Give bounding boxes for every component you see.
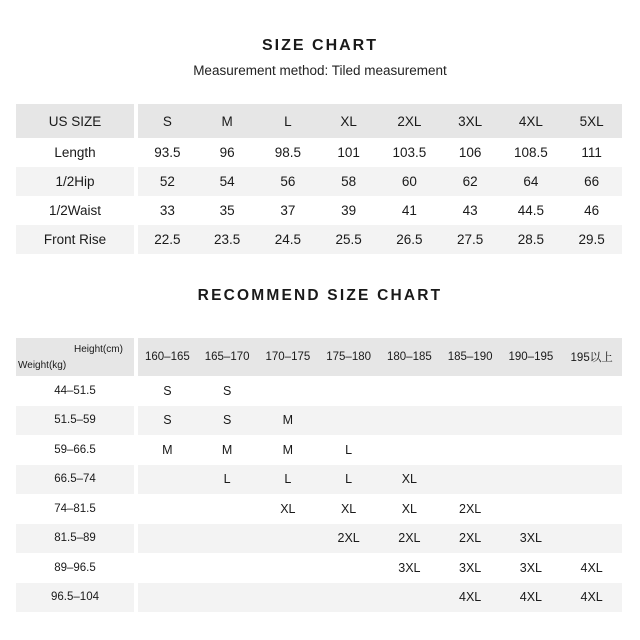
size-header-cell: XL xyxy=(318,104,379,138)
recommended-size-cell: M xyxy=(221,442,233,457)
size-chart-subtitle: Measurement method: Tiled measurement xyxy=(193,63,447,78)
size-header-cell: M xyxy=(197,104,258,138)
recommended-size-cell xyxy=(501,406,562,436)
measurement-cell: 23.5 xyxy=(197,225,258,254)
height-header-cell: 180–185 xyxy=(379,338,440,376)
recommended-size-cell xyxy=(379,583,440,613)
recommended-size-cell xyxy=(318,376,379,406)
height-header-cell: 165–170 xyxy=(197,338,258,376)
recommended-size-cell: 2XL xyxy=(379,524,440,554)
table-row xyxy=(16,225,622,254)
measurement-cell: 54 xyxy=(197,167,258,196)
recommended-size-cell: 4XL xyxy=(440,583,501,613)
recommended-size-cell: M xyxy=(282,442,294,457)
recommended-size-cell: XL xyxy=(340,501,357,516)
recommended-size-cell: L xyxy=(345,442,353,457)
measurement-cell: 108.5 xyxy=(513,145,548,160)
measurement-cell: 64 xyxy=(501,167,562,196)
height-header-cell: 170–175 xyxy=(258,338,319,376)
recommended-size-cell: 3XL xyxy=(459,560,482,575)
recommended-size-cell xyxy=(440,376,501,406)
recommended-size-cell xyxy=(258,553,319,583)
measurement-cell: 106 xyxy=(458,145,482,160)
weight-range-label: 89–96.5 xyxy=(16,553,136,583)
recommended-size-cell xyxy=(318,406,379,436)
recommended-size-cell xyxy=(440,406,501,436)
measurement-cell: 33 xyxy=(159,203,175,218)
measurement-cell: 62 xyxy=(440,167,501,196)
weight-range-label: 59–66.5 xyxy=(16,435,136,465)
row-label: 1/2Hip xyxy=(16,167,136,196)
measurement-cell: 41 xyxy=(401,203,417,218)
recommended-size-cell: 3XL xyxy=(398,560,421,575)
table-row xyxy=(16,406,622,436)
recommended-size-cell: XL xyxy=(379,465,440,495)
measurement-cell: 103.5 xyxy=(392,145,427,160)
weight-range-label: 96.5–104 xyxy=(16,583,136,613)
recommended-size-cell: 2XL xyxy=(459,501,482,516)
table-row xyxy=(16,494,622,524)
recommend-size-table xyxy=(16,338,624,612)
recommended-size-cell xyxy=(136,553,197,583)
size-header-label: US SIZE xyxy=(16,104,136,138)
recommended-size-cell: L xyxy=(258,465,319,495)
recommended-size-cell xyxy=(318,553,379,583)
weight-range-label: 74–81.5 xyxy=(16,494,136,524)
recommended-size-cell: XL xyxy=(280,501,296,516)
row-label: 1/2Waist xyxy=(16,196,136,225)
recommended-size-cell: XL xyxy=(401,501,418,516)
recommended-size-cell xyxy=(501,376,562,406)
recommended-size-cell: S xyxy=(222,383,232,398)
recommended-size-cell xyxy=(197,583,258,613)
recommended-size-cell xyxy=(501,435,562,465)
recommended-size-cell xyxy=(136,494,197,524)
measurement-cell: 66 xyxy=(561,167,622,196)
size-header-cell: 3XL xyxy=(440,104,501,138)
weight-range-label: 51.5–59 xyxy=(16,406,136,436)
height-header-row xyxy=(16,338,622,376)
height-header-cell: 160–165 xyxy=(136,338,197,376)
recommended-size-cell: M xyxy=(258,406,319,436)
recommended-size-cell: 4XL xyxy=(580,560,603,575)
recommended-size-cell: S xyxy=(197,406,258,436)
recommended-size-cell xyxy=(136,465,197,495)
measurement-cell: 58 xyxy=(318,167,379,196)
measurement-cell: 93.5 xyxy=(154,145,181,160)
table-row xyxy=(16,138,622,167)
recommend-chart-title: RECOMMEND SIZE CHART xyxy=(197,287,443,304)
weight-range-label: 81.5–89 xyxy=(16,524,136,554)
recommended-size-cell xyxy=(561,435,622,465)
recommended-size-cell xyxy=(561,465,622,495)
measurement-cell: 35 xyxy=(219,203,235,218)
weight-range-label: 66.5–74 xyxy=(16,465,136,495)
size-header-cell: 2XL xyxy=(379,104,440,138)
recommended-size-cell xyxy=(136,524,197,554)
table-row xyxy=(16,376,622,406)
measurement-cell: 22.5 xyxy=(136,225,197,254)
height-header-cell: 175–180 xyxy=(318,338,379,376)
measurement-cell: 96 xyxy=(219,145,235,160)
measurement-cell: 39 xyxy=(341,203,357,218)
table-row xyxy=(16,583,622,613)
recommended-size-cell: S xyxy=(163,383,172,398)
size-chart-title: SIZE CHART xyxy=(262,37,378,54)
measurement-cell: 60 xyxy=(379,167,440,196)
recommended-size-cell: 3XL xyxy=(519,560,542,575)
weight-axis-label: Weight(kg) xyxy=(18,360,67,371)
height-axis-label: Height(cm) xyxy=(74,344,123,355)
size-header-row xyxy=(16,104,622,138)
measurement-cell: 27.5 xyxy=(440,225,501,254)
recommended-size-cell: S xyxy=(136,406,197,436)
recommended-size-cell: 2XL xyxy=(318,524,379,554)
measurement-cell: 46 xyxy=(584,203,600,218)
recommended-size-cell xyxy=(197,494,258,524)
recommended-size-cell xyxy=(379,376,440,406)
recommended-size-cell xyxy=(379,406,440,436)
measurement-cell: 28.5 xyxy=(501,225,562,254)
recommended-size-cell xyxy=(258,583,319,613)
recommended-size-cell xyxy=(258,376,319,406)
measurement-cell: 43 xyxy=(462,203,478,218)
size-header-cell: L xyxy=(258,104,319,138)
size-header-cell: 4XL xyxy=(501,104,562,138)
table-row xyxy=(16,524,622,554)
row-label: Front Rise xyxy=(16,225,136,254)
measurement-cell: 101 xyxy=(337,145,360,160)
measurement-cell: 29.5 xyxy=(561,225,622,254)
recommended-size-cell xyxy=(258,524,319,554)
recommended-size-cell: 3XL xyxy=(501,524,562,554)
measurement-cell: 37 xyxy=(280,203,296,218)
measurement-cell: 111 xyxy=(581,145,602,160)
weight-range-label: 44–51.5 xyxy=(16,376,136,406)
recommended-size-cell: M xyxy=(162,442,173,457)
table-row xyxy=(16,553,622,583)
table-row xyxy=(16,465,622,495)
row-label: Length xyxy=(16,138,136,167)
recommended-size-cell: 2XL xyxy=(440,524,501,554)
recommended-size-cell xyxy=(501,465,562,495)
height-header-cell: 185–190 xyxy=(440,338,501,376)
table-row xyxy=(16,167,622,196)
measurement-cell: 56 xyxy=(258,167,319,196)
recommended-size-cell xyxy=(501,494,562,524)
recommended-size-cell xyxy=(561,494,622,524)
size-header-cell: 5XL xyxy=(561,104,622,138)
size-chart-table xyxy=(16,104,624,254)
measurement-cell: 52 xyxy=(136,167,197,196)
recommended-size-cell xyxy=(561,376,622,406)
recommended-size-cell xyxy=(197,524,258,554)
height-header-cell: 190–195 xyxy=(501,338,562,376)
recommended-size-cell: L xyxy=(197,465,258,495)
height-header-cell: 195以上 xyxy=(561,338,622,376)
measurement-cell: 98.5 xyxy=(274,145,302,160)
recommended-size-cell xyxy=(136,583,197,613)
table-row xyxy=(16,435,622,465)
table-row xyxy=(16,196,622,225)
recommended-size-cell xyxy=(440,465,501,495)
recommended-size-cell: 4XL xyxy=(501,583,562,613)
recommended-size-cell xyxy=(561,406,622,436)
measurement-cell: 25.5 xyxy=(318,225,379,254)
recommended-size-cell xyxy=(440,435,501,465)
recommended-size-cell xyxy=(561,524,622,554)
size-header-cell: S xyxy=(136,104,197,138)
measurement-cell: 44.5 xyxy=(517,203,545,218)
recommended-size-cell: 4XL xyxy=(561,583,622,613)
measurement-cell: 24.5 xyxy=(258,225,319,254)
recommended-size-cell xyxy=(197,553,258,583)
measurement-cell: 26.5 xyxy=(379,225,440,254)
recommended-size-cell xyxy=(318,583,379,613)
recommended-size-cell xyxy=(379,435,440,465)
recommended-size-cell: L xyxy=(318,465,379,495)
corner-cell xyxy=(16,338,136,376)
